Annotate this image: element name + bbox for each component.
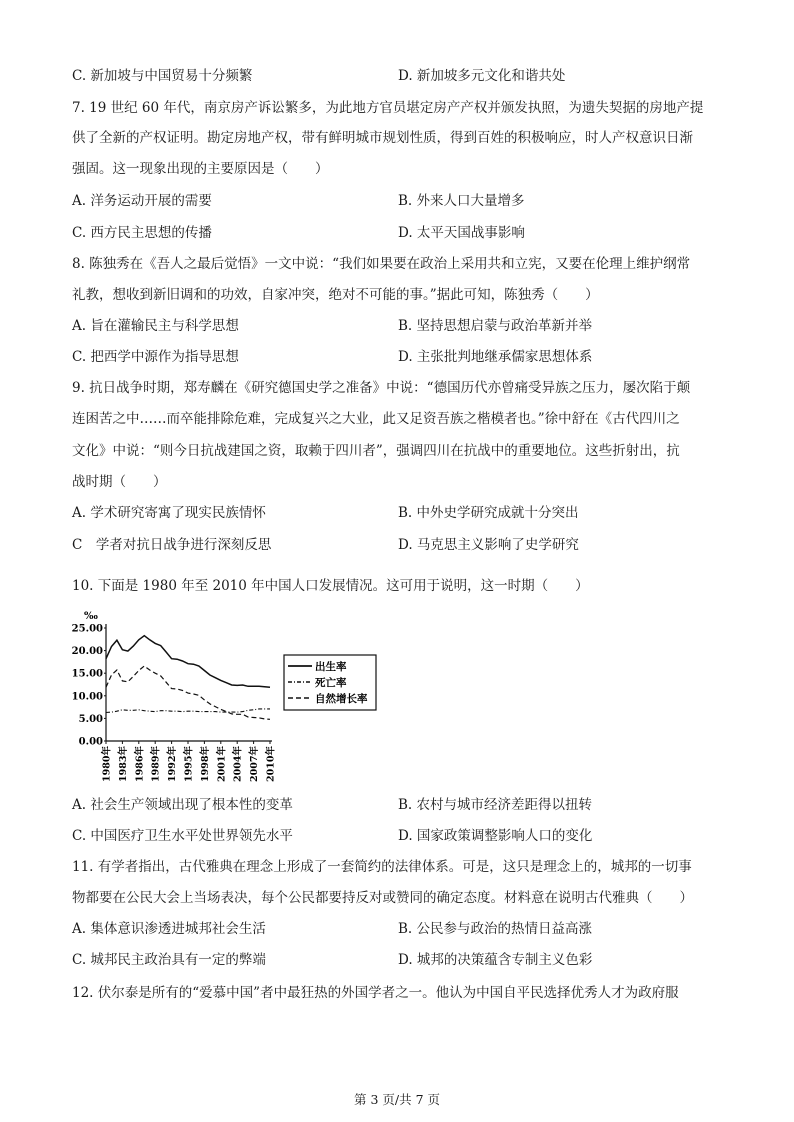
legend-label: 出生率 [315, 661, 347, 673]
q6-option-d: D. 新加坡多元文化和谐共处 [398, 68, 566, 84]
q11-option-c: C. 城邦民主政治具有一定的弊端 [72, 952, 266, 968]
q9-stem-line-2: 连困苦之中……而卒能排除危难，完成复兴之大业，此又足资吾族之楷模者也。”徐中舒在《古代四川之 [72, 411, 680, 427]
q7-stem-line-2: 供了全新的产权证明。勘定房地产权，带有鲜明城市规划性质，得到百姓的积极响应，时人产权意识日渐 [72, 130, 693, 146]
x-tick-label: 1986年 [134, 746, 146, 782]
q12-stem-line-1: 12. 伏尔泰是所有的“爱慕中国”者中最狂热的外国学者之一。他认为中国自平民选择优秀人才为政府服 [72, 985, 679, 1001]
q8-option-d: D. 主张批判地继承儒家思想体系 [398, 349, 593, 365]
q11-stem-line-2: 物都要在公民大会上当场表决，每个公民都要持反对或赞同的确定态度。材料意在说明古代雅典（ ） [72, 890, 693, 906]
q9-option-a: A. 学术研究寄寓了现实民族情怀 [72, 505, 266, 521]
y-tick-label: 10.00 [71, 691, 103, 703]
q9-stem-line-3: 文化》中说：“则今日抗战建国之资，取赖于四川者”，强调四川在抗战中的重要地位。这些折射出，抗 [72, 443, 680, 459]
x-tick-label: 1998年 [199, 746, 211, 782]
q9-stem-line-4: 战时期（ ） [72, 474, 167, 490]
x-tick-label: 1989年 [150, 746, 162, 782]
q8-option-b: B. 坚持思想启蒙与政治革新并举 [398, 318, 593, 334]
q9-stem-line-1: 9. 抗日战争时期，郑寿麟在《研究德国史学之准备》中说：“德国历代亦曾痛受异族之压力，屡次陷于颠 [72, 380, 691, 396]
q8-stem-line-2: 礼教，想收到新旧调和的功效，自家冲突，绝对不可能的事。”据此可知，陈独秀（ ） [72, 287, 599, 303]
q9-option-d: D. 马克思主义影响了史学研究 [398, 537, 579, 553]
y-tick-label: 15.00 [71, 668, 103, 680]
y-tick-labels [72, 624, 106, 748]
x-tick-label: 1992年 [167, 746, 179, 782]
q11-option-d: D. 城邦的决策蕴含专制主义色彩 [398, 952, 593, 968]
q7-option-b: B. 外来人口大量增多 [398, 193, 525, 209]
q10-stem: 10. 下面是 1980 年至 2010 年中国人口发展情况。这可用于说明，这一时期（ ） [72, 578, 589, 594]
x-tick-label: 1995年 [183, 746, 195, 782]
chart-legend [284, 655, 376, 710]
x-tick-label: 2004年 [232, 746, 244, 782]
y-tick-label: 0.00 [78, 736, 103, 748]
x-tick-label: 2010年 [265, 746, 277, 782]
q7-option-a: A. 洋务运动开展的需要 [72, 193, 212, 209]
x-tick-label: 2007年 [249, 746, 261, 782]
y-axis-unit-label: ‰ [84, 611, 98, 622]
page-footer: 第 3 页/共 7 页 [353, 1092, 440, 1107]
q11-option-b: B. 公民参与政治的热情日益高涨 [398, 921, 593, 937]
q9-option-b: B. 中外史学研究成就十分突出 [398, 505, 579, 521]
q11-option-a: A. 集体意识渗透进城邦社会生活 [72, 921, 266, 937]
q10-option-c: C. 中国医疗卫生水平处世界领先水平 [72, 828, 293, 844]
q7-option-d: D. 太平天国战事影响 [398, 225, 525, 241]
legend-label: 自然增长率 [315, 693, 368, 705]
q7-stem-line-1: 7. 19 世纪 60 年代，南京房产诉讼繁多，为此地方官员堪定房产产权并颁发执照，为遗失契据的房地产提 [72, 100, 704, 116]
q11-stem-line-1: 11. 有学者指出，古代雅典在理念上形成了一套简约的法律体系。可是，这只是理念上的，城邦的一切事 [72, 859, 692, 875]
legend-label: 死亡率 [315, 677, 347, 689]
x-tick-labels [101, 741, 277, 782]
q8-option-c: C. 把西学中源作为指导思想 [72, 349, 239, 365]
q8-stem-line-1: 8. 陈独秀在《吾人之最后觉悟》一文中说：“我们如果要在政治上采用共和立宪，又要在伦理上维护纲常 [72, 256, 691, 272]
series-line-2 [106, 709, 270, 713]
q9-option-c: C 学者对抗日战争进行深刻反思 [72, 537, 272, 553]
chart-axes [106, 624, 272, 741]
q10-option-d: D. 国家政策调整影响人口的变化 [398, 828, 593, 844]
q6-option-c: C. 新加坡与中国贸易十分频繁 [72, 68, 253, 84]
population-chart [70, 604, 390, 784]
x-tick-label: 2001年 [216, 746, 228, 782]
q10-option-a: A. 社会生产领域出现了根本性的变革 [72, 797, 293, 813]
y-tick-label: 20.00 [71, 646, 103, 658]
x-tick-label: 1980年 [101, 746, 113, 782]
q8-option-a: A. 旨在灌输民主与科学思想 [72, 318, 239, 334]
y-tick-label: 25.00 [71, 623, 103, 635]
population-chart-svg [70, 604, 390, 784]
q10-option-b: B. 农村与城市经济差距得以扭转 [398, 797, 593, 813]
chart-series [106, 636, 270, 720]
q7-stem-line-3: 强固。这一现象出现的主要原因是（ ） [72, 161, 329, 177]
q7-option-c: C. 西方民主思想的传播 [72, 225, 212, 241]
y-tick-label: 5.00 [78, 713, 103, 725]
x-tick-label: 1983年 [117, 746, 129, 782]
